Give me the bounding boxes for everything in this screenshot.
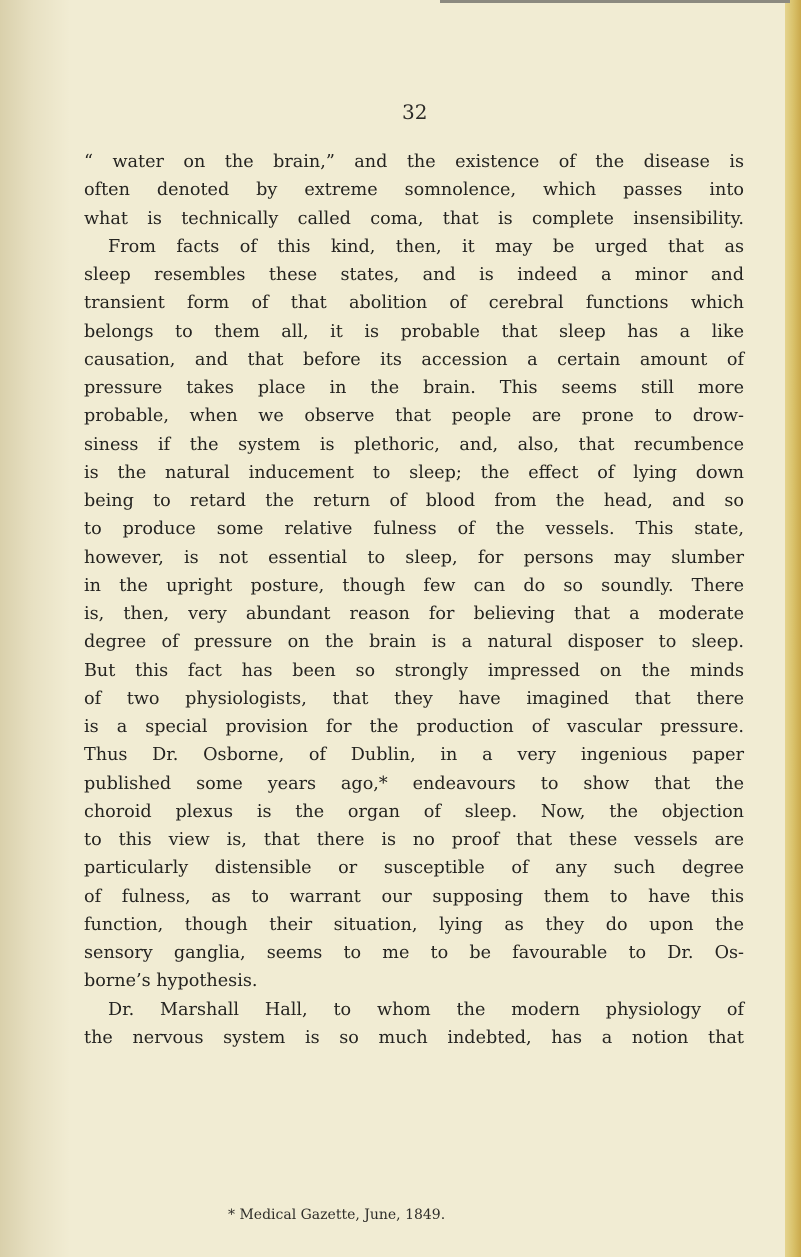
text-line: Thus Dr. Osborne, of Dublin, in a very ingenious paper — [84, 745, 744, 766]
text-line: in the upright posture, though few can do so soundly. There — [84, 575, 744, 596]
text-line: often denoted by extreme somnolence, which passes into — [84, 180, 744, 201]
text-line: choroid plexus is the organ of sleep. Now, the objection — [84, 801, 744, 822]
text-line: of two physiologists, that they have imagined that there — [84, 688, 744, 709]
text-line: Dr. Marshall Hall, to whom the modern physiology of — [108, 999, 744, 1020]
page-gutter-shadow — [0, 0, 70, 1257]
body-text — [84, 148, 744, 1052]
text-line: published some years ago,* endeavours to show that the — [84, 773, 744, 794]
text-line: sensory ganglia, seems to me to be favourable to Dr. Os- — [84, 943, 744, 963]
text-line: to this view is, that there is no proof that these vessels are — [84, 830, 744, 850]
footnote: * Medical Gazette, June, 1849. — [228, 1207, 446, 1223]
text-line: belongs to them all, it is probable that sleep has a like — [84, 321, 744, 342]
text-line: degree of pressure on the brain is a natural disposer to sleep. — [84, 632, 744, 653]
text-line: however, is not essential to sleep, for persons may slumber — [84, 547, 744, 568]
page-number: 32 — [402, 100, 428, 124]
page-edge — [785, 0, 801, 1257]
text-line: the nervous system is so much indebted, has a notion that — [84, 1027, 744, 1048]
text-line: is, then, very abundant reason for believing that a moderate — [84, 604, 744, 624]
text-line: of fulness, as to warrant our supposing them to have this — [84, 886, 744, 907]
text-line: being to retard the return of blood from the head, and so — [84, 491, 744, 511]
text-line: what is technically called coma, that is complete insensibility. — [84, 208, 744, 229]
text-line: is a special provision for the production of vascular pressure. — [84, 717, 744, 737]
text-line: probable, when we observe that people are prone to drow- — [84, 406, 744, 427]
top-rule — [440, 0, 790, 3]
text-line: causation, and that before its accession a certain amount of — [84, 349, 744, 370]
text-line: particularly distensible or susceptible of any such degree — [84, 858, 744, 879]
text-line: pressure takes place in the brain. This seems still more — [84, 378, 744, 398]
text-line: borne’s hypothesis. — [84, 971, 258, 992]
text-line: “ water on the brain,” and the existence of the disease is — [84, 152, 744, 172]
text-line: From facts of this kind, then, it may be urged that as — [108, 236, 744, 257]
text-line: But this fact has been so strongly impressed on the minds — [84, 660, 744, 681]
text-line: to produce some relative fulness of the vessels. This state, — [84, 519, 744, 540]
text-line: siness if the system is plethoric, and, also, that recumbence — [84, 434, 744, 455]
text-line: function, though their situation, lying as they do upon the — [84, 914, 744, 935]
text-line: transient form of that abolition of cerebral functions which — [84, 293, 744, 314]
text-line: is the natural inducement to sleep; the effect of lying down — [84, 462, 744, 483]
text-line: sleep resembles these states, and is indeed a minor and — [84, 265, 744, 285]
